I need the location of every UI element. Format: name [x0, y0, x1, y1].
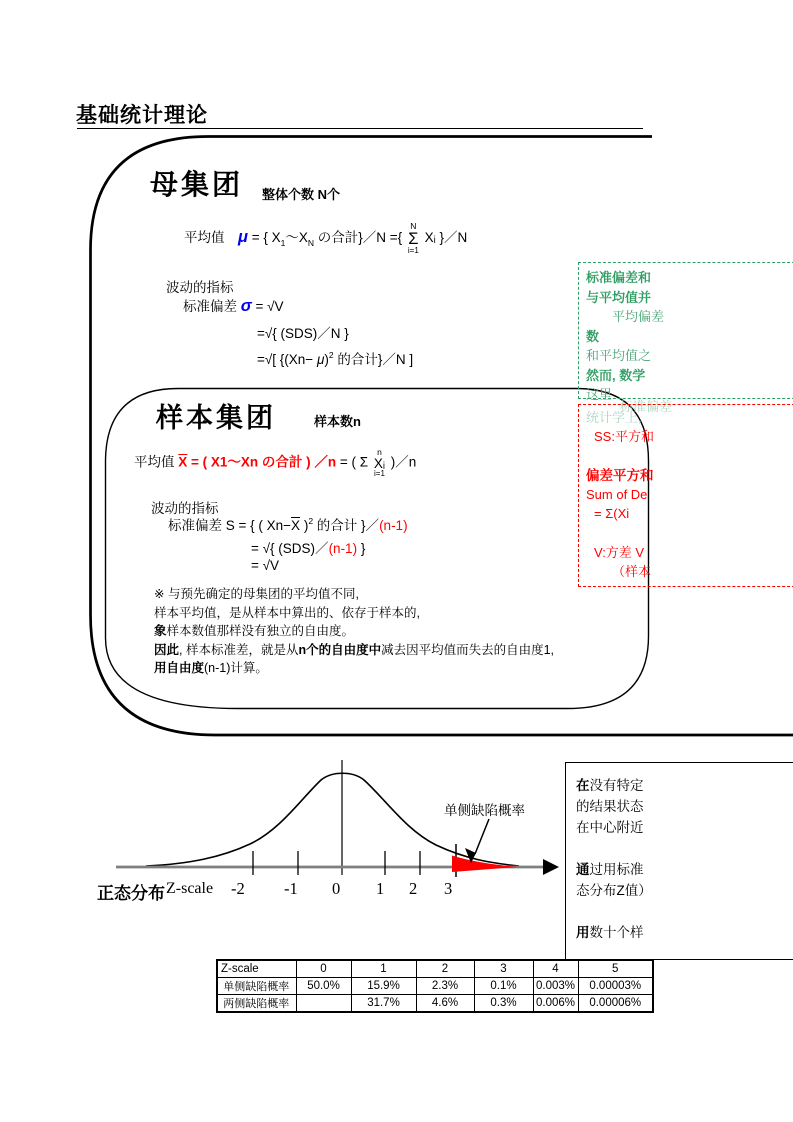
- text-line: V:方差 V: [594, 545, 645, 561]
- text-line: 数: [586, 328, 600, 344]
- text-line: 的结果状态: [576, 799, 644, 814]
- population-std-formula-1: 标准偏差 σ = √V: [183, 297, 284, 315]
- sample-std-formula-1: 标准偏差 S = { ( $Xn-\overline{X}$ )$^2$ 的合计 }／(n-1): [168, 516, 408, 533]
- degrees-of-freedom-note: [154, 585, 554, 678]
- text-line: 标准偏差: [620, 398, 673, 414]
- axis-ticks: [253, 844, 456, 877]
- sample-count-label: 样本数n: [314, 414, 361, 429]
- sample-std-formula-2: = √{ (SDS)／(n-1) }: [251, 541, 366, 556]
- table-row-label: 单侧缺陷概率: [217, 978, 296, 995]
- title-underline: [77, 128, 643, 129]
- population-count-label: 整体个数 N个: [262, 187, 341, 202]
- table-header-cell: 3: [474, 960, 533, 978]
- table-header-cell: 2: [416, 960, 474, 978]
- tail-annotation-arrow: [475, 819, 489, 854]
- table-cell: 0.006%: [533, 995, 578, 1013]
- text-line: 样本平均值，是从样本中算出的、依存于样本的,: [154, 605, 420, 620]
- text-line: 与平均值并: [586, 289, 652, 305]
- z-tick--1: -1: [284, 879, 298, 898]
- text-line: 偏差平方和: [586, 467, 654, 483]
- z-axis-arrowhead: [543, 859, 559, 875]
- probability-table: [216, 959, 654, 1013]
- sample-std-formula-3: = √V: [251, 558, 280, 573]
- text-line: SS:平方和: [594, 429, 654, 445]
- sample-heading: 样本集团: [156, 403, 276, 433]
- text-line: 在中心附近: [576, 820, 644, 835]
- table-cell: 15.9%: [351, 978, 416, 995]
- table-header-cell: 5: [578, 960, 653, 978]
- text-line: 平均偏差: [612, 309, 665, 324]
- text-line: 然而, 数学: [586, 367, 646, 383]
- table-header-cell: 4: [533, 960, 578, 978]
- table-row: [217, 978, 653, 995]
- z-tick-2: 2: [409, 879, 418, 898]
- text-line: 用自由度(n-1)计算。: [154, 661, 268, 675]
- green-annotation-box: [578, 262, 793, 414]
- text-line: 标准偏差和: [586, 270, 652, 285]
- z-tick-3: 3: [444, 879, 453, 898]
- red-annotation-box: [578, 404, 793, 587]
- table-cell: 0.00006%: [578, 995, 653, 1013]
- text-line: = Σ(Xi: [594, 506, 630, 522]
- text-line: 象样本数值那样没有独立的自由度。: [154, 624, 355, 638]
- table-cell: [296, 995, 351, 1013]
- z-tick--2: -2: [231, 879, 245, 898]
- text-line: 通过用标准: [576, 862, 644, 877]
- population-std-formula-3: =√[ {$(Xn- \mu)^2$ 的合计}／N ]: [257, 350, 414, 367]
- text-line: Sum of De: [586, 487, 648, 503]
- z-tick-1: 1: [376, 879, 385, 898]
- population-variation-label: 波动的指标: [166, 280, 234, 295]
- text-line: 统计学上,: [586, 410, 642, 425]
- text-line: 在没有特定: [576, 778, 644, 793]
- table-cell: 0.3%: [474, 995, 533, 1013]
- text-line: [576, 901, 793, 922]
- table-cell: 0.003%: [533, 978, 578, 995]
- text-line: [586, 524, 793, 543]
- table-header-cell: 0: [296, 960, 351, 978]
- table-header-cell: Z-scale: [217, 960, 296, 978]
- text-line: 这里: [586, 387, 613, 402]
- population-std-formula-2: =√{ (SDS)／N }: [257, 326, 349, 341]
- z-tick-0: 0: [332, 879, 341, 898]
- table-row-label: 两侧缺陷概率: [217, 995, 296, 1013]
- text-line: [586, 447, 793, 466]
- axis-label-cn: 正态分布: [97, 884, 165, 903]
- table-cell: 31.7%: [351, 995, 416, 1013]
- table-cell: 50.0%: [296, 978, 351, 995]
- sample-variation-label: 波动的指标: [151, 501, 219, 516]
- red-tail-region: [452, 856, 518, 873]
- text-line: 态分布Z值）: [576, 883, 652, 898]
- population-heading: 母集团: [150, 169, 244, 200]
- text-line: 因此, 样本标准差，就是从n个的自由度中减去因平均值而失去的自由度1,: [154, 642, 555, 657]
- page-title: 基础统计理论: [76, 104, 208, 127]
- table-cell: 0.1%: [474, 978, 533, 995]
- text-line: 和平均值之: [586, 348, 652, 363]
- sample-mean-formula: 平均值 $\overline{X}$ = ( X1～Xn の合計 ) ／n = ( Σ n Xᵢ i=1 )／n: [134, 447, 417, 478]
- table-row: [217, 995, 653, 1013]
- text-line: （样本: [612, 564, 652, 580]
- population-mean-formula: 平均值 μ = { $X_1\sim X_N$ の合計}／N ={ N Σ i=1 Xᵢ }／N: [184, 221, 468, 255]
- table-header-cell: 1: [351, 960, 416, 978]
- tail-probability-label: 单侧缺陷概率: [444, 803, 525, 818]
- text-line: ※ 与预先确定的母集团的平均值不同,: [154, 587, 359, 601]
- table-header-row: [217, 960, 653, 978]
- table-cell: 0.00003%: [578, 978, 653, 995]
- table-cell: 2.3%: [416, 978, 474, 995]
- table-cell: 4.6%: [416, 995, 474, 1013]
- axis-label-en: Z-scale: [166, 880, 214, 897]
- bell-curve: [146, 773, 519, 866]
- text-line: [576, 838, 793, 859]
- text-line: 用数十个样: [576, 925, 644, 940]
- info-box: [565, 762, 793, 960]
